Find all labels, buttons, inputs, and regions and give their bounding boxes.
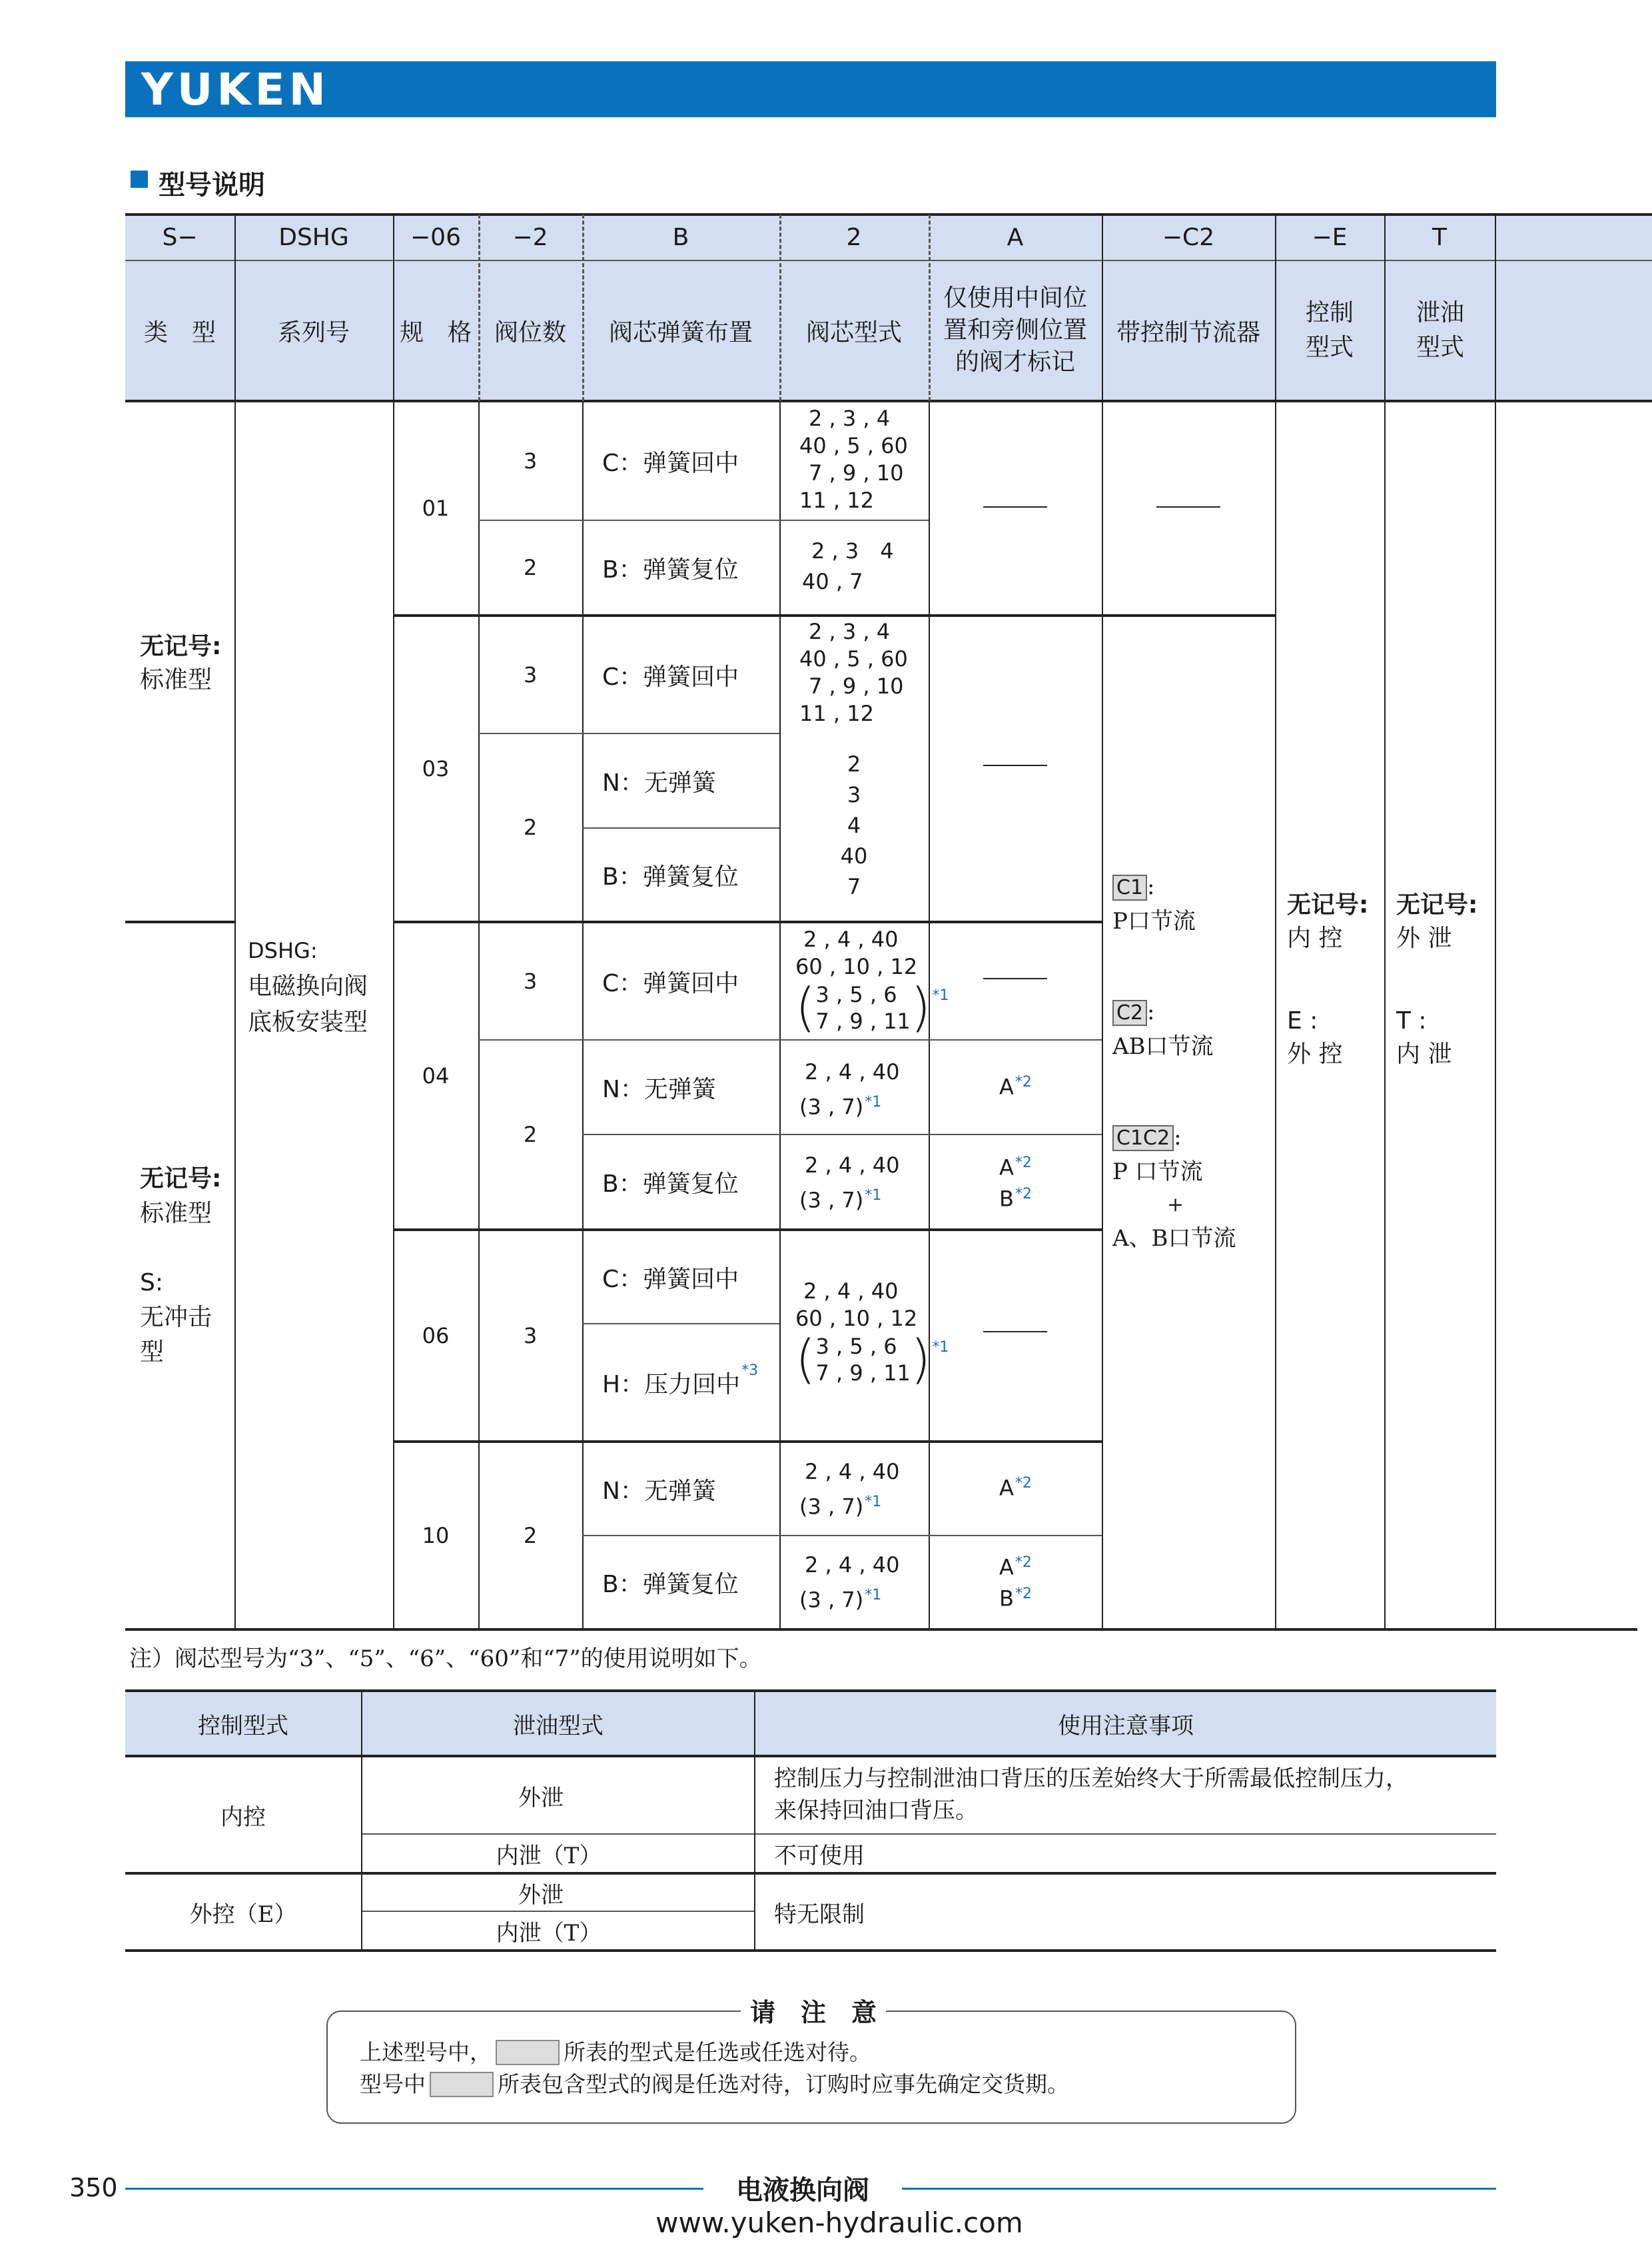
series-cell: DSHG: 电磁换向阀 底板安装型 <box>248 938 368 1036</box>
size-06: 06 <box>422 1323 450 1348</box>
label-type: 类 型 <box>143 318 216 346</box>
label-spool: 阀芯型式 <box>805 318 902 346</box>
footer-rule-left <box>125 2188 703 2190</box>
notice-swatch-1 <box>496 2040 560 2065</box>
footer-rule-right <box>902 2188 1496 2190</box>
table2-note-a: 控制压力与控制泄油口背压的压差始终大于所需最低控制压力， 来保持回油口背压。 <box>774 1765 1408 1824</box>
footer-title: 电液换向阀 <box>736 2174 869 2206</box>
positions-04-3: 3 <box>523 969 538 994</box>
mark-dash-01 <box>983 506 1047 508</box>
spring-03-c: C：弹簧回中 <box>602 663 739 691</box>
code-spool: 2 <box>846 223 862 251</box>
label-series: 系列号 <box>277 318 350 346</box>
section-title: 型号说明 <box>159 170 265 201</box>
spring-04-b: B：弹簧复位 <box>602 1170 739 1198</box>
positions-04-2: 2 <box>523 1122 538 1147</box>
spring-06-h: H：压力回中 *3 <box>602 1362 759 1398</box>
drain-options: 无记号: 外 泄 T : 内 泄 <box>1396 891 1478 1068</box>
label-size: 规 格 <box>399 318 472 346</box>
table2-drain-ext-2: 外泄 <box>518 1881 564 1909</box>
footer-url: www.yuken-hydraulic.com <box>655 2206 1023 2239</box>
mark-dash-06 <box>983 1331 1047 1332</box>
spool-04-c: 2 , 4 , 40 60 , 10 , 12 ( 3 , 5 , 6 7 , 9 , 11 ) *1 <box>795 927 949 1038</box>
throttle-options: C1 : P口节流 C2 : AB口节流 C1C2 : P 口节流 + A、B口节流 <box>1112 873 1236 1252</box>
section-marker-icon <box>131 171 148 188</box>
label-control: 控制型式 <box>1305 299 1354 361</box>
mark-10-b: $A^{*2}$ $B^{*2}$ <box>999 1554 1032 1611</box>
mark-dash-04 <box>983 978 1047 979</box>
positions-03-3: 3 <box>523 662 538 687</box>
positions-06-3: 3 <box>523 1323 538 1348</box>
spool-01-c: 2 , 3 , 4 40 , 5 , 60 7 , 9 , 10 11 , 12 <box>799 406 908 513</box>
spool-03-nb: 2 3 4 40 7 <box>840 751 868 899</box>
spring-01-b: B：弹簧复位 <box>602 556 739 584</box>
brand-logo: YUKEN <box>141 64 330 115</box>
type-upper: 无记号: 标准型 <box>140 633 222 693</box>
code-type: S− <box>162 223 198 251</box>
throttle-dash-01 <box>1156 506 1220 508</box>
mark-04-b: $A^{*2}$ $B^{*2}$ <box>999 1154 1032 1212</box>
code-throttle: −C2 <box>1162 223 1215 251</box>
brand-bar <box>125 61 1496 117</box>
spool-06: 2 , 4 , 40 60 , 10 , 12 ( 3 , 5 , 6 7 , 9 , 11 ) *1 <box>795 1278 949 1390</box>
page-number: 350 <box>69 2173 118 2202</box>
spool-04-b: 2 , 4 , 40 (3 , 7)$^{*1}$ <box>799 1152 900 1213</box>
spring-04-c: C：弹簧回中 <box>602 969 739 997</box>
code-spring: B <box>672 223 689 251</box>
positions-03-2: 2 <box>523 815 538 840</box>
table2-note-c: 特无限制 <box>774 1901 865 1928</box>
label-mark: 仅使用中间位置和旁侧位置的阀才标记 <box>943 284 1087 376</box>
label-spring: 阀芯弹簧布置 <box>608 318 753 346</box>
notice-line-2: 型号中 所表包含型式的阀是任选对待，订购时应事先确定交货期。 <box>360 2071 1069 2097</box>
notice-title: 请 注 意 <box>741 1993 886 2027</box>
label-drain: 泄油型式 <box>1416 299 1464 361</box>
table2-external: 外控（E） <box>189 1901 297 1928</box>
spool-03-c: 2 , 3 , 4 40 , 5 , 60 7 , 9 , 10 11 , 12 <box>799 619 908 726</box>
table2-header-note: 使用注意事项 <box>1058 1712 1194 1739</box>
control-options: 无记号: 内 控 E : 外 控 <box>1287 891 1369 1068</box>
spring-04-n: N：无弹簧 <box>602 1075 716 1103</box>
table2-drain-int-2: 内泄（T） <box>496 1919 602 1947</box>
size-01: 01 <box>422 496 450 521</box>
spring-10-b: B：弹簧复位 <box>602 1570 739 1598</box>
table2-header-drain: 泄油型式 <box>513 1712 604 1739</box>
table2-header-control: 控制型式 <box>198 1712 288 1739</box>
spool-10-b: 2 , 4 , 40 (3 , 7)$^{*1}$ <box>799 1552 900 1613</box>
table2-internal: 内控 <box>220 1803 266 1831</box>
spool-01-b: 2 , 3 4 40 , 7 <box>802 538 894 594</box>
size-04: 04 <box>422 1063 450 1089</box>
mark-10-n: $A^{*2}$ <box>999 1475 1032 1501</box>
spring-03-b: B：弹簧复位 <box>602 863 739 891</box>
code-positions: −2 <box>512 223 548 251</box>
table2-note-b: 不可使用 <box>774 1842 865 1869</box>
code-drain: T <box>1432 223 1447 251</box>
code-control: −E <box>1312 223 1348 251</box>
spool-04-n: 2 , 4 , 40 (3 , 7)$^{*1}$ <box>799 1059 900 1120</box>
code-mark: A <box>1007 223 1024 251</box>
type-lower: 无记号: 标准型 S: 无冲击 型 <box>140 1165 222 1366</box>
note-line: 注）阀芯型号为“3”、“5”、“6”、“60”和“7”的使用说明如下。 <box>129 1645 762 1672</box>
mark-dash-03 <box>983 765 1047 766</box>
size-03: 03 <box>422 756 450 781</box>
positions-01-2: 2 <box>523 555 538 580</box>
notice-line-1: 上述型号中， 所表的型式是任选或任选对待。 <box>360 2039 871 2065</box>
spring-03-n: N：无弹簧 <box>602 769 716 797</box>
spool-10-n: 2 , 4 , 40 (3 , 7)$^{*1}$ <box>799 1459 900 1520</box>
code-size: −06 <box>410 223 461 251</box>
label-positions: 阀位数 <box>494 318 566 346</box>
table2-drain-ext-1: 外泄 <box>518 1784 564 1811</box>
table2-drain-int-1: 内泄（T） <box>496 1842 602 1869</box>
spring-06-c: C：弹簧回中 <box>602 1265 739 1293</box>
positions-10-2: 2 <box>523 1523 538 1548</box>
size-10: 10 <box>422 1523 450 1548</box>
positions-01-3: 3 <box>523 448 538 474</box>
notice-swatch-2 <box>430 2072 494 2097</box>
label-throttle: 带控制节流器 <box>1116 318 1260 346</box>
code-series: DSHG <box>278 223 349 251</box>
spring-10-n: N：无弹簧 <box>602 1477 716 1505</box>
mark-04-n: $A^{*2}$ <box>999 1074 1032 1100</box>
spring-01-c: C：弹簧回中 <box>602 449 739 477</box>
